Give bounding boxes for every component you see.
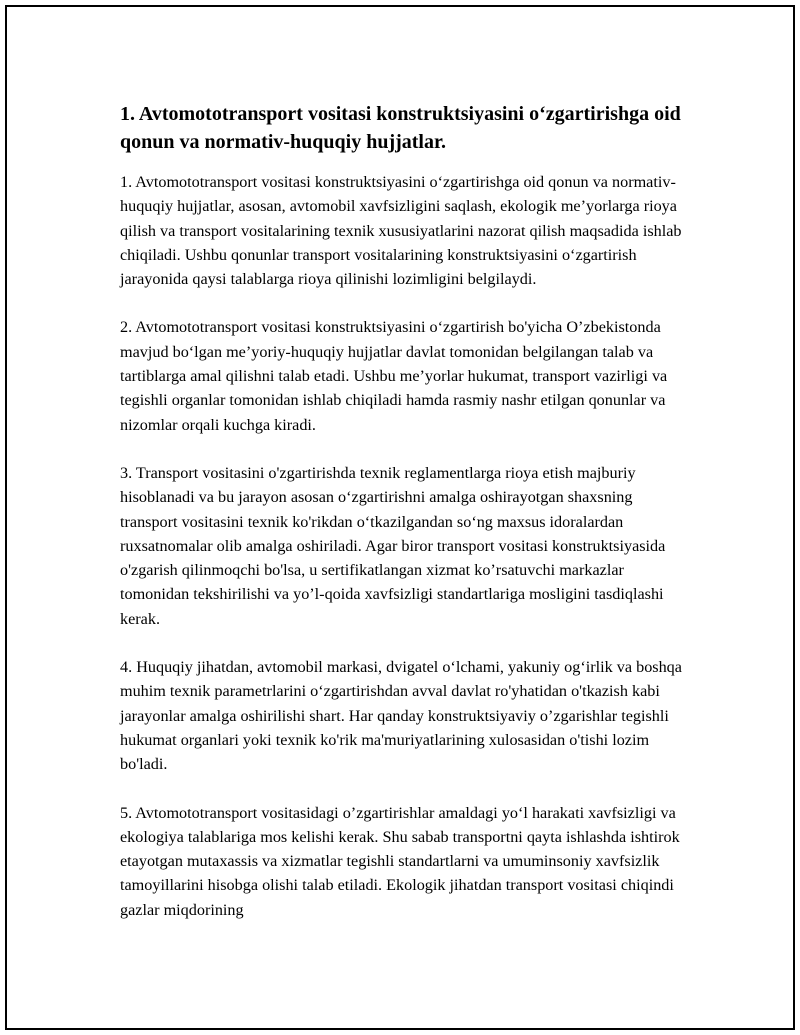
paragraph-3: 3. Transport vositasini o'zgartirishda texnik reglamentlarga rioya etish majburiy hisoblanadi va bu jarayon asosan o‘zgartirishni amalga oshirayotgan shaxsning transport vositasini texnik ko'rikdan o‘tkazilgandan so‘ng maxsus idoralardan ruxsatnomalar olib amalga oshiriladi. Agar biror transport vositasi konstruktsiyasida o'zgarish qilinmoqchi bo'lsa, u sertifikatlangan xizmat ko’rsatuvchi markazlar tomonidan tekshirilishi va yo’l-qoida xavfsizligi standartlariga mosligini tasdiqlashi kerak. <box>120 463 666 628</box>
paragraph-1: 1. Avtomototransport vositasi konstruktsiyasini o‘zgartirishga oid qonun va normativ-huquqiy hujjatlar, asosan, avtomobil xavfsizligini saqlash, ekologik me’yorlarga rioya qilish va transport vositalarining texnik xususiyatlarini nazorat qilish maqsadida ishlab chiqiladi. Ushbu qonunlar transport vositalarining konstruktsiyasini o‘zgartirish jarayonida qaysi talablarga rioya qilinishi lozimligini belgilaydi. <box>120 173 682 289</box>
document-title: 1. Avtomototransport vositasi konstruktsiyasini o‘zgartirishga oid qonun va normativ-huquqiy hujjatlar. <box>120 103 681 153</box>
paragraph-5: 5. Avtomototransport vositasidagi o’zgartirishlar amaldagi yo‘l harakati xavfsizligi va ekologiya talablariga mos kelishi kerak. Shu sabab transportni qayta ishlashda ishtirok etayotgan mutaxassis va xizmatlar tegishli standartlarni va umuminsoniy xavfsizlik tamoyillarini hisobga olishi talab etiladi. Ekologik jihatdan transport vositasi chiqindi gazlar miqdorining <box>120 803 680 919</box>
paragraph-2: 2. Avtomototransport vositasi konstruktsiyasini o‘zgartirish bo'yicha O’zbekistonda mavjud bo‘lgan me’yoriy-huquqiy hujjatlar davlat tomonidan belgilangan talab va tartiblarga amal qilishni talab etadi. Ushbu me’yorlar hukumat, transport vazirligi va tegishli organlar tomonidan ishlab chiqiladi hamda rasmiy nashr etilgan qonunlar va nizomlar orqali kuchga kiradi. <box>120 318 668 434</box>
document-page <box>5 5 795 1030</box>
document-content <box>120 100 690 946</box>
paragraph-4: 4. Huquqiy jihatdan, avtomobil markasi, dvigatel o‘lchami, yakuniy og‘irlik va boshqa muhim texnik parametrlarini o‘zgartirishdan avval davlat ro'yhatidan o'tkazish kabi jarayonlar amalga oshirilishi shart. Har qanday konstruktsiyaviy o’zgarishlar tegishli hukumat organlari yoki texnik ko'rik ma'muriyatlarining xulosasidan o'tishi lozim bo'ladi. <box>120 658 682 774</box>
